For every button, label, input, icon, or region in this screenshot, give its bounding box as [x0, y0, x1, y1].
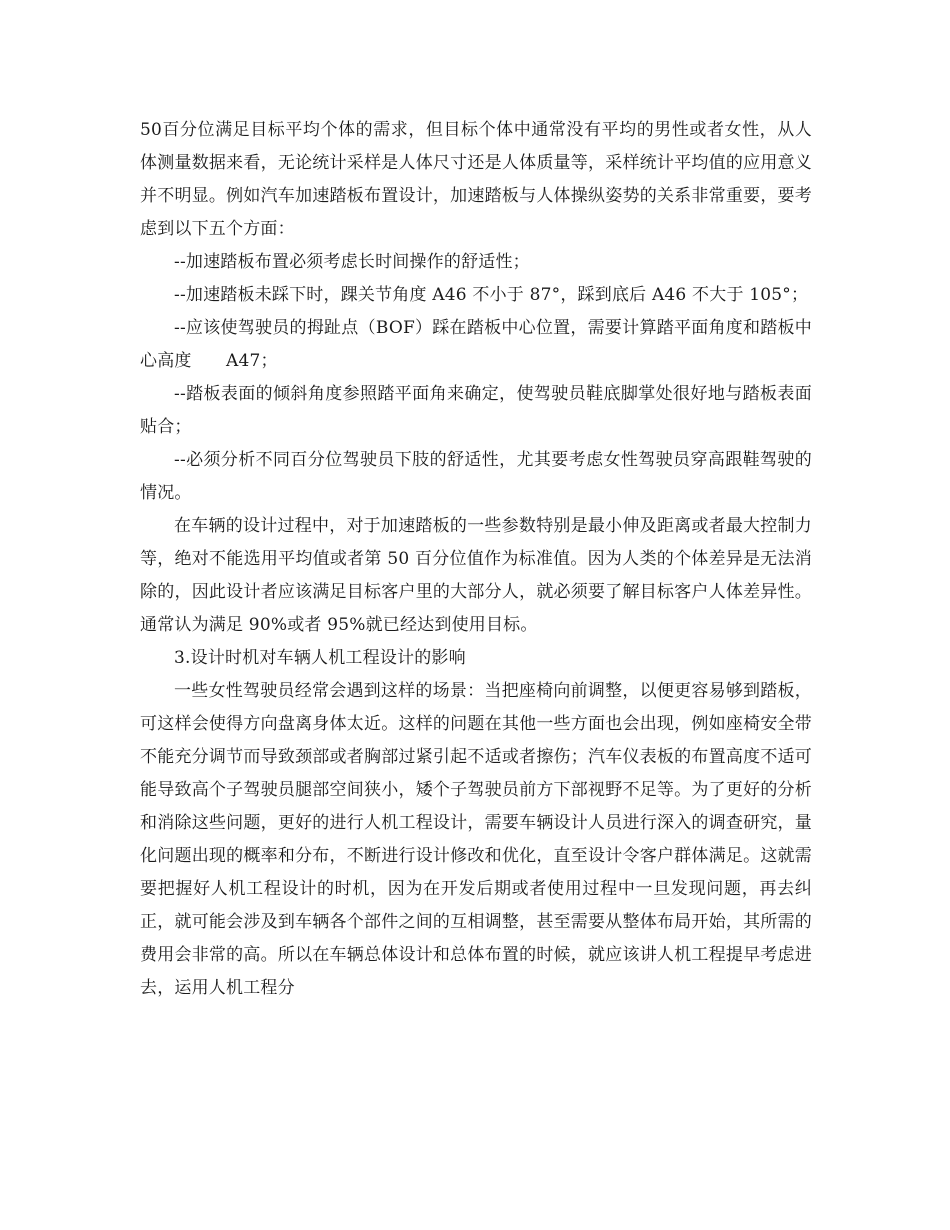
- document-page: [140, 114, 812, 1005]
- paragraph-bullet-bof: --应该使驾驶员的拇趾点（BOF）踩在踏板中心位置，需要计算踏平面角度和踏板中心高度 A47；: [140, 318, 812, 371]
- paragraph-design-process: 在车辆的设计过程中，对于加速踏板的一些参数特别是最小伸及距离或者最大控制力等，绝对不能选用平均值或者第 50 百分位值作为标准值。因为人类的个体差异是无法消除的，因此设计者应该满足目标客户里的大部分人，就必须要了解目标客户人体差异性。通常认为满足 90%或者 95%就已经达到使用目标。: [140, 516, 812, 635]
- paragraph-bullet-ankle-angle: --加速踏板未踩下时，踝关节角度 A46 不小于 87°，踩到底后 A46 不大于 105°；: [174, 285, 809, 305]
- section-heading-design-timing: 3.设计时机对车辆人机工程设计的影响: [174, 648, 466, 668]
- paragraph-bullet-comfort: --加速踏板布置必须考虑长时间操作的舒适性；: [174, 252, 530, 272]
- paragraph-bullet-pedal-surface: --踏板表面的倾斜角度参照踏平面角来确定，使驾驶员鞋底脚掌处很好地与踏板表面贴合；: [140, 384, 812, 437]
- paragraph-timing-discussion: 一些女性驾驶员经常会遇到这样的场景：当把座椅向前调整，以便更容易够到踏板，可这样会使得方向盘离身体太近。这样的问题在其他一些方面也会出现，例如座椅安全带不能充分调节而导致颈部或者胸部过紧引起不适或者擦伤；汽车仪表板的布置高度不适可能导致高个子驾驶员腿部空间狭小，矮个子驾驶员前方下部视野不足等。为了更好的分析和消除这些问题，更好的进行人机工程设计，需要车辆设计人员进行深入的调查研究，量化问题出现的概率和分布，不断进行设计修改和优化，直至设计令客户群体满足。这就需要把握好人机工程设计的时机，因为在开发后期或者使用过程中一旦发现问题，再去纠正，就可能会涉及到车辆各个部件之间的互相调整，甚至需要从整体布局开始，其所需的费用会非常的高。所以在车辆总体设计和总体布置的时候，就应该讲人机工程提早考虑进去，运用人机工程分: [140, 681, 812, 998]
- paragraph-intro: 50百分位满足目标平均个体的需求，但目标个体中通常没有平均的男性或者女性，从人体测量数据来看，无论统计采样是人体尺寸还是人体质量等，采样统计平均值的应用意义并不明显。例如汽车加速踏板布置设计，加速踏板与人体操纵姿势的关系非常重要，要考虑到以下五个方面：: [140, 120, 812, 239]
- paragraph-bullet-percentile: --必须分析不同百分位驾驶员下肢的舒适性，尤其要考虑女性驾驶员穿高跟鞋驾驶的情况。: [140, 450, 812, 503]
